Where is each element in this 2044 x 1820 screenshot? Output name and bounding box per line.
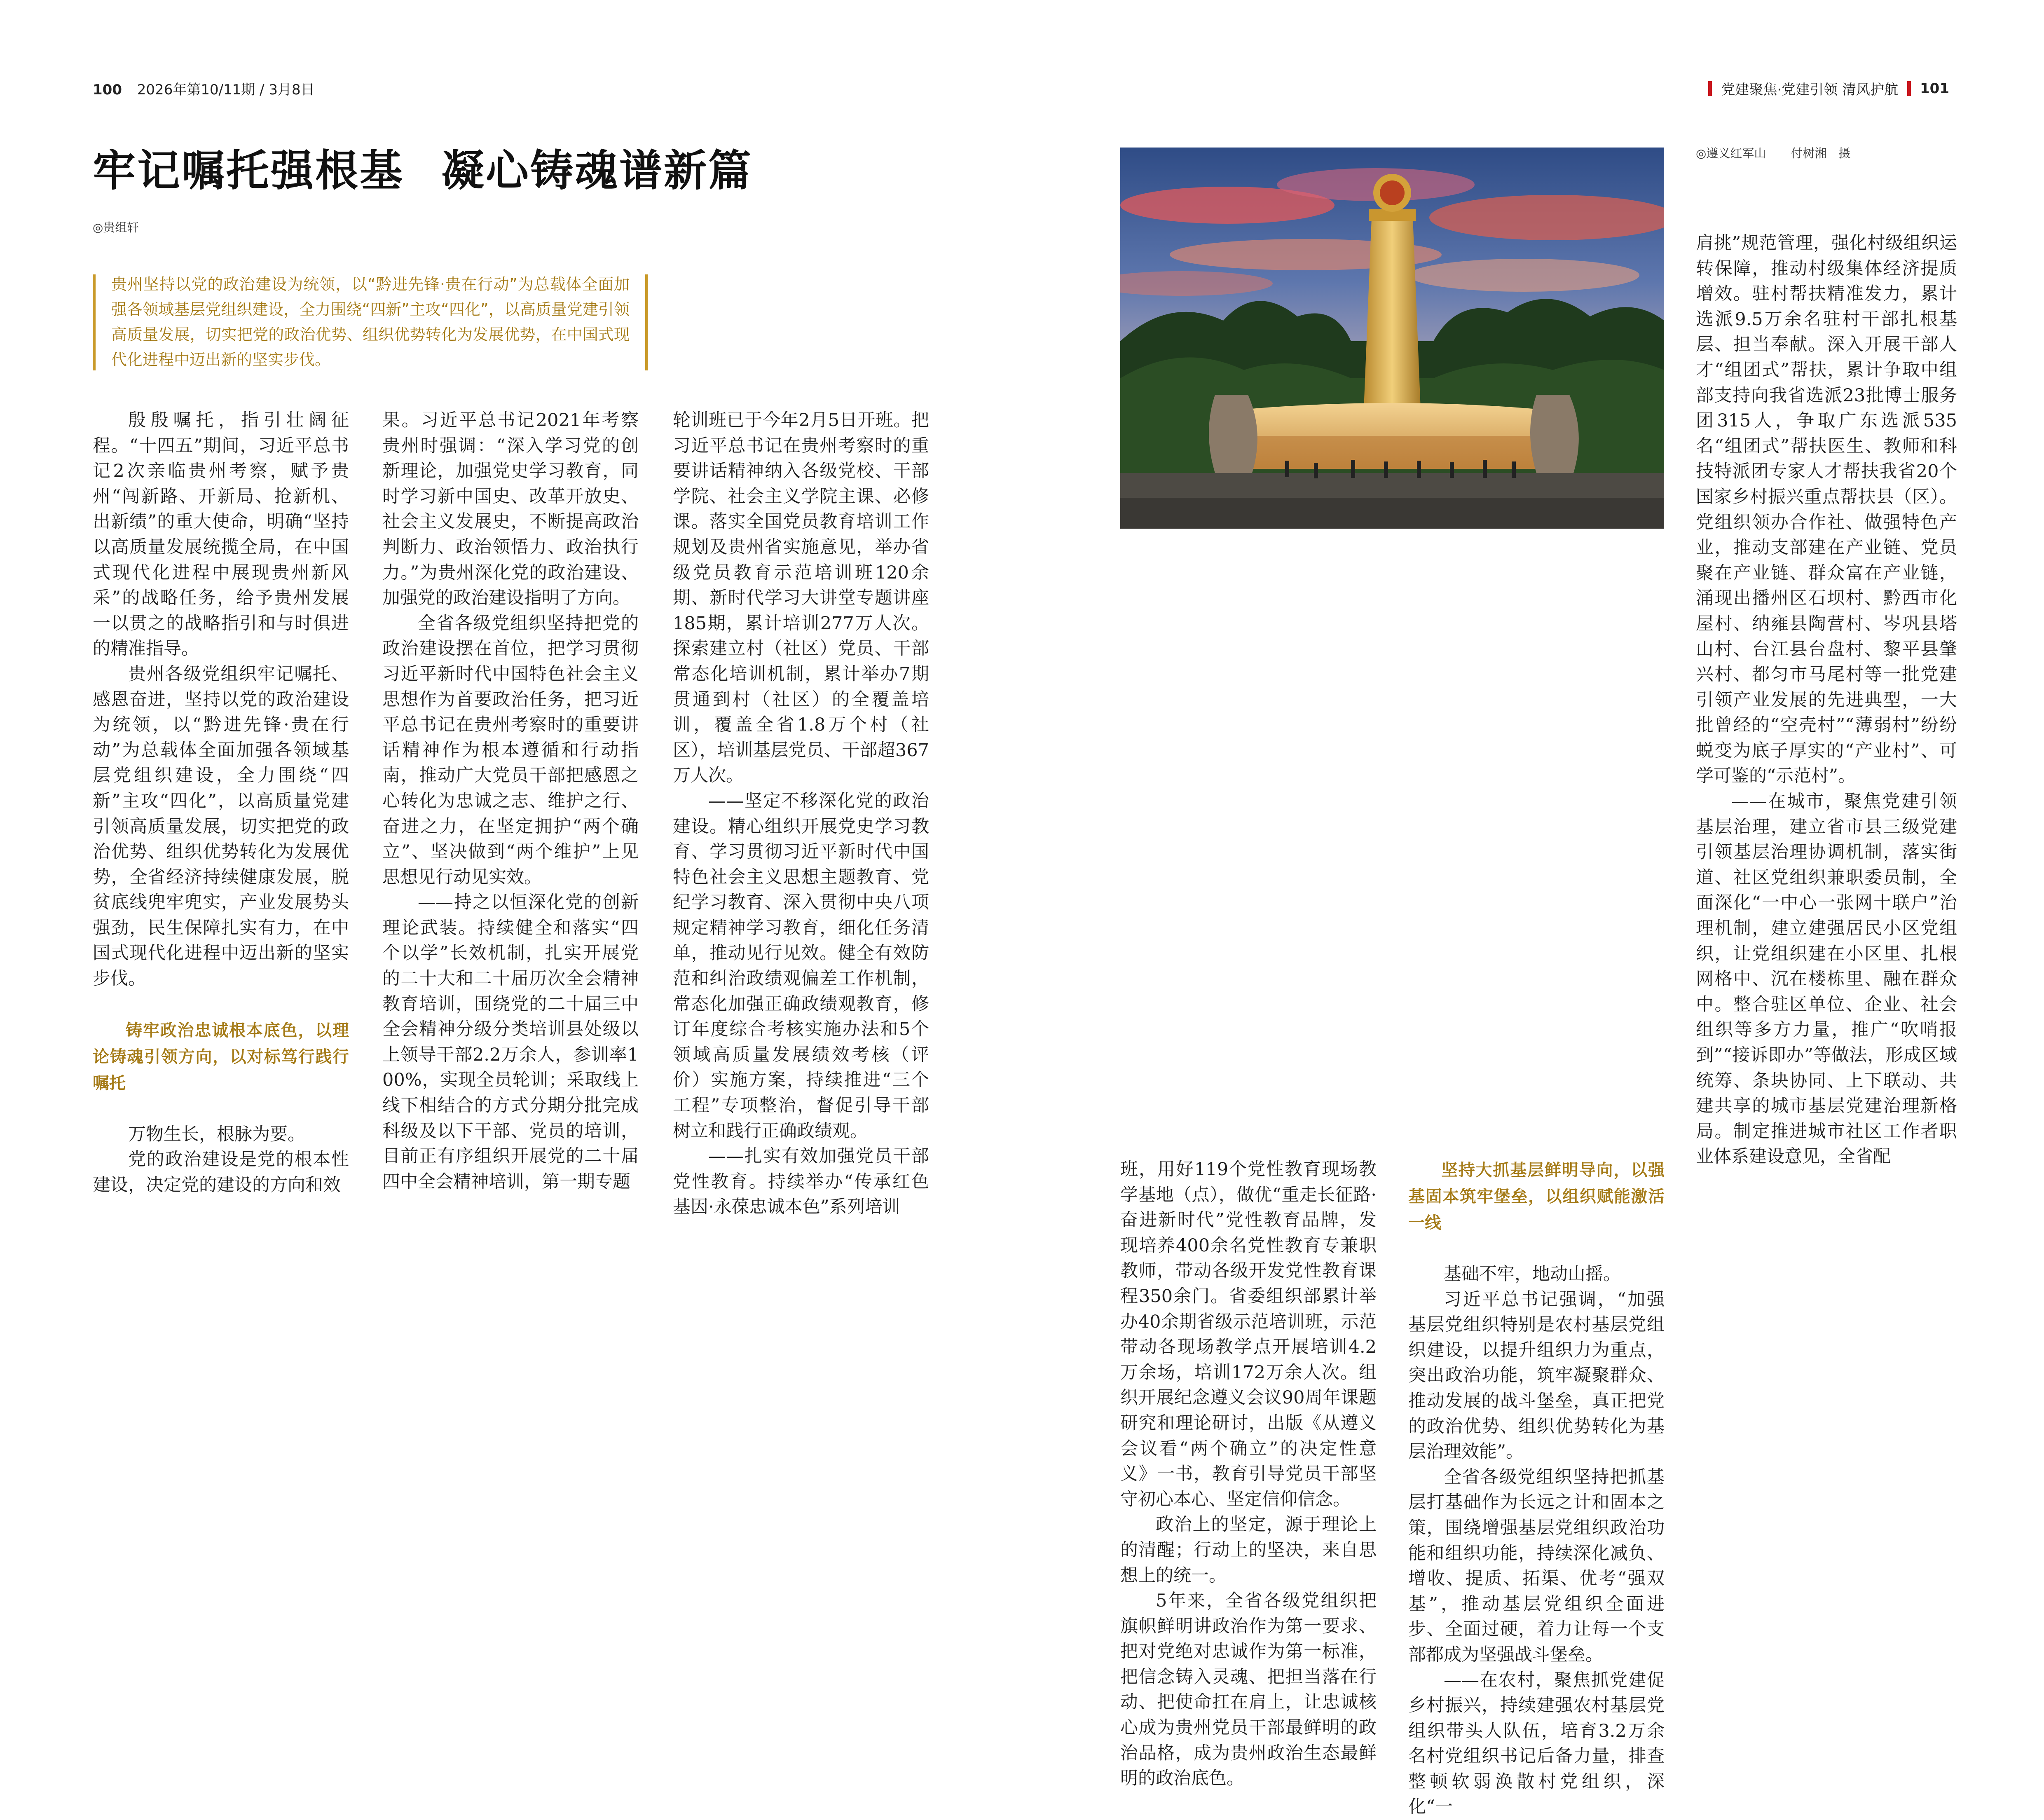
caption-text: ◎遵义红军山	[1696, 146, 1766, 160]
section-title: 党建聚焦·党建引领 清风护航	[1721, 78, 1898, 98]
page-number-left: 100	[93, 82, 122, 98]
photo-caption	[1696, 144, 1850, 161]
folio-right	[1708, 78, 1949, 98]
section-marker-2	[1907, 81, 1911, 96]
paragraph: 5年来，全省各级党组织把旗帜鲜明讲政治作为第一要求、把对党绝对忠诚作为第一标准，把信念铸入灵魂、把担当落在行动、把使命扛在肩上，让忠诚核心成为贵州党员干部最鲜明的政治品格，成为贵州政治生态最鲜明的政治底色。	[1120, 1588, 1377, 1792]
paragraph: 基础不牢，地动山摇。	[1408, 1262, 1665, 1287]
page-number-right: 101	[1920, 80, 1949, 97]
lead-rule-left	[93, 274, 96, 370]
paragraph: 果。习近平总书记2021年考察贵州时强调：“深入学习党的创新理论，加强党史学习教育，同时学习新中国史、改革开放史、社会主义发展史，不断提高政治判断力、政治领悟力、政治执行力。”为贵州深化党的政治建设、加强党的政治建设指明了方向。	[382, 408, 639, 611]
title-part-1: 牢记嘱托强根基	[93, 145, 404, 196]
photographer-credit: 付树湘 摄	[1791, 146, 1850, 160]
paragraph: 全省各级党组织坚持把党的政治建设摆在首位，把学习贯彻习近平新时代中国特色社会主义思想作为首要政治任务，把习近平总书记在贵州考察时的重要讲话精神作为根本遵循和行动指南，推动广大党员干部把感恩之心转化为忠诚之志、维护之行、奋进之力，在坚定拥护“两个确立”、坚决做到“两个维护”上见思想见行动见实效。	[382, 611, 639, 890]
paragraph: 肩挑”规范管理，强化村级组织运转保障，推动村级集体经济提质增效。驻村帮扶精准发力，累计选派9.5万余名驻村干部扎根基层、担当奉献。深入开展干部人才“组团式”帮扶，累计争取中组部支持向我省选派23批博士服务团315人，争取广东选派535名“组团式”帮扶医生、教师和科技特派团专家人才帮扶我省20个国家乡村振兴重点帮扶县（区）。党组织领办合作社、做强特色产业，推动支部建在产业链、党员聚在产业链、群众富在产业链，涌现出播州区石坝村、黔西市化屋村、纳雍县陶营村、岑巩县塔山村、台江县台盘村、黎平县肇兴村、都匀市马尾村等一批党建引领产业发展的先进典型，一大批曾经的“空壳村”“薄弱村”纷纷蜕变为底子厚实的“产业村”、可学可鉴的“示范村”。	[1696, 231, 1957, 789]
lead-rule-right	[645, 274, 648, 370]
title-part-2: 凝心铸魂谱新篇	[441, 145, 753, 196]
paragraph: 班，用好119个党性教育现场教学基地（点），做优“重走长征路·奋进新时代”党性教育品牌，发现培养400余名党性教育专兼职教师，带动各级开发党性教育课程350余门。省委组织部累计举办40余期省级示范培训班，示范带动各现场教学点开展培训4.2万余场，培训172万余人次。组织开展纪念遵义会议90周年课题研究和理论研讨，出版《从遵义会议看“两个确立”的决定性意义》一书，教育引导党员干部坚守初心本心、坚定信仰信念。	[1120, 1157, 1377, 1512]
paragraph: ——坚定不移深化党的政治建设。精心组织开展党史学习教育、学习贯彻习近平新时代中国特色社会主义思想主题教育、党纪学习教育、深入贯彻中央八项规定精神学习教育，细化任务清单，推动见行见效。健全有效防范和纠治政绩观偏差工作机制，常态化加强正确政绩观教育，修订年度综合考核实施办法和5个领域高质量发展绩效考核（评价）实施方案，持续推进“三个工程”专项整治，督促引导干部树立和践行正确政绩观。	[673, 789, 929, 1144]
section-subheading: 铸牢政治忠诚根本底色，以理论铸魂引领方向，以对标笃行践行嘱托	[93, 1017, 349, 1096]
paragraph: ——持之以恒深化党的创新理论武装。持续健全和落实“四个以学”长效机制，扎实开展党的二十大和二十届历次全会精神教育培训，围绕党的二十届三中全会精神分级分类培训县处级以上领导干部2.2万余人，参训率100%，实现全员轮训；采取线上线下相结合的方式分期分批完成科级及以下干部、党员的培训，目前正有序组织开展党的二十届四中全会精神培训，第一期专题	[382, 890, 639, 1195]
column-5	[1408, 1157, 1665, 1820]
paragraph: ——扎实有效加强党员干部党性教育。持续举办“传承红色基因·永葆忠诚本色”系列培训	[673, 1144, 929, 1220]
column-2	[382, 408, 639, 1195]
paragraph: ——在城市，聚焦党建引领基层治理，建立省市县三级党建引领基层治理协调机制，落实街道、社区党组织兼职委员制，全面深化“一中心一张网十联户”治理机制，建立建强居民小区党组织，让党组织建在小区里、扎根网格中、沉在楼栋里、融在群众中。整合驻区单位、企业、社会组织等多方力量，推广“吹哨报到”“接诉即办”等做法，形成区域统筹、条块协同、上下联动、共建共享的城市基层党建治理新格局。制定推进城市社区工作者职业体系建设意见，全省配	[1696, 789, 1957, 1170]
paragraph: 党的政治建设是党的根本性建设，决定党的建设的方向和效	[93, 1147, 349, 1198]
paragraph: 万物生长，根脉为要。	[93, 1122, 349, 1148]
section-marker	[1708, 81, 1712, 96]
column-6	[1696, 231, 1957, 1170]
paragraph: 全省各级党组织坚持把抓基层打基础作为长远之计和固本之策，围绕增强基层党组织政治功能和组织功能，持续深化减负、增收、提质、拓渠、优考“强双基”，推动基层党组织全面进步、全面过硬，着力让每一个支部都成为坚强战斗堡垒。	[1408, 1465, 1665, 1668]
paragraph: 贵州各级党组织牢记嘱托、感恩奋进，坚持以党的政治建设为统领，以“黔进先锋·贵在行动”为总载体全面加强各领域基层党组织建设，全力围绕“四新”主攻“四化”，以高质量党建引领高质量发展，切实把党的政治优势、组织优势转化为发展优势，全省经济持续健康发展，脱贫底线兜牢兜实，产业发展势头强劲，民生保障扎实有力，在中国式现代化进程中迈出新的坚实步伐。	[93, 662, 349, 992]
author-byline: ◎贵组轩	[93, 218, 139, 235]
column-4	[1120, 1157, 1377, 1792]
column-1	[93, 408, 349, 1198]
paragraph: 殷殷嘱托，指引壮阔征程。“十四五”期间，习近平总书记2次亲临贵州考察，赋予贵州“闯新路、开新局、抢新机、出新绩”的重大使命，明确“坚持以高质量发展统揽全局，在中国式现代化进程中展现贵州新风采”的战略任务，给予贵州发展一以贯之的战略指引和与时俱进的精准指导。	[93, 408, 349, 662]
issue-date: 2026年第10/11期 / 3月8日	[137, 82, 315, 98]
paragraph: 轮训班已于今年2月5日开班。把习近平总书记在贵州考察时的重要讲话精神纳入各级党校、干部学院、社会主义学院主课、必修课。落实全国党员教育培训工作规划及贵州省实施意见，举办省级党员教育示范培训班120余期、新时代学习大讲堂专题讲座185期，累计培训277万人次。探索建立村（社区）党员、干部常态化培训机制，累计举办7期贯通到村（社区）的全覆盖培训，覆盖全省1.8万个村（社区），培训基层党员、干部超367万人次。	[673, 408, 929, 789]
folio-left	[93, 78, 315, 98]
monument-photo	[1120, 148, 1664, 529]
article-title	[93, 136, 753, 198]
paragraph: ——在农村，聚焦抓党建促乡村振兴，持续建强农村基层党组织带头人队伍，培育3.2万余名村党组织书记后备力量，排查整顿软弱涣散村党组织，深化“一	[1408, 1668, 1665, 1820]
section-subheading: 坚持大抓基层鲜明导向，以强基固本筑牢堡垒，以组织赋能激活一线	[1408, 1157, 1665, 1236]
paragraph: 政治上的坚定，源于理论上的清醒；行动上的坚决，来自思想上的统一。	[1120, 1512, 1377, 1588]
lead-paragraph: 贵州坚持以党的政治建设为统领，以“黔进先锋·贵在行动”为总载体全面加强各领域基层党组织建设，全力围绕“四新”主攻“四化”，以高质量党建引领高质量发展，切实把党的政治优势、组织优势转化为发展优势，在中国式现代化进程中迈出新的坚实步伐。	[111, 272, 630, 372]
column-3	[673, 408, 929, 1220]
paragraph: 习近平总书记强调，“加强基层党组织特别是农村基层党组织建设，以提升组织力为重点，突出政治功能，筑牢凝聚群众、推动发展的战斗堡垒，真正把党的政治优势、组织优势转化为基层治理效能”。	[1408, 1287, 1665, 1465]
lead-box	[93, 272, 648, 373]
